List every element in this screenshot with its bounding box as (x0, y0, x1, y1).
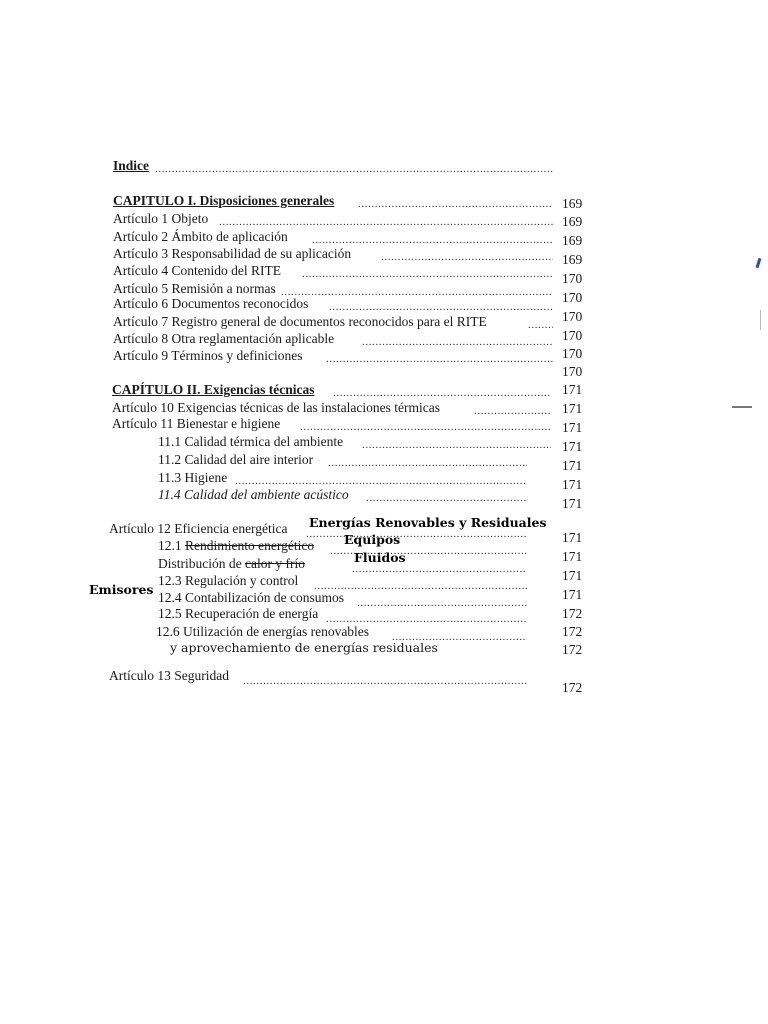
leader-dots (328, 457, 527, 469)
toc-subentry: 12.6 Utilización de energías renovables (156, 624, 370, 639)
leader-dots (326, 353, 553, 365)
toc-page: 170 (562, 346, 583, 361)
toc-page: 171 (562, 477, 583, 492)
leader-dots (362, 336, 553, 348)
toc-entry: Artículo 1 Objeto (113, 211, 209, 226)
leader-dots (528, 319, 553, 331)
toc-page: 171 (562, 496, 583, 511)
chapter-2-title: CAPÍTULO II. Exigencias técnicas (112, 382, 315, 397)
toc-subentry: 11.1 Calidad térmica del ambiente (158, 434, 344, 449)
leader-dots (381, 251, 553, 263)
chapter-1-page: 169 (562, 196, 583, 211)
leader-dots (366, 492, 527, 504)
toc-page: 171 (562, 568, 583, 583)
toc-page: 172 (562, 624, 583, 639)
toc-entry: Artículo 12 Eficiencia energética (109, 521, 288, 536)
toc-page: 172 (562, 606, 583, 621)
toc-page: 171 (562, 587, 583, 602)
toc-page: 170 (562, 290, 583, 305)
scan-mark (756, 258, 762, 268)
leader-dots (362, 439, 551, 451)
strikethrough-text: Rendimiento energético (185, 538, 315, 553)
chapter-1-title: CAPITULO I. Disposiciones generales (113, 193, 335, 208)
leader-dots (235, 475, 527, 487)
toc-page: 171 (562, 458, 583, 473)
toc-subentry: 11.4 Calidad del ambiente acústico (158, 487, 349, 502)
subentry-label: Distribución de (158, 556, 242, 571)
toc-page: 172 (562, 642, 583, 657)
toc-entry: Artículo 5 Remisión a normas (113, 281, 276, 296)
toc-page: 169 (562, 214, 583, 229)
annotation-fluidos: Fluidos (354, 550, 406, 565)
leader-dots (474, 405, 551, 417)
toc-page: 171 (562, 439, 583, 454)
toc-page: 171 (562, 549, 583, 564)
toc-page: 169 (562, 233, 583, 248)
toc-subentry (158, 538, 314, 554)
leader-dots (302, 268, 553, 280)
strikethrough-text: calor y frío (245, 556, 305, 571)
scan-mark (760, 310, 761, 330)
leader-dots (357, 597, 527, 609)
annotation-renovables: Energías Renovables y Residuales (309, 515, 547, 530)
leader-dots (329, 301, 553, 313)
scan-mark (732, 406, 752, 408)
toc-entry: Artículo 7 Registro general de documentos reconocidos para el RITE (113, 314, 487, 329)
toc-page: 171 (562, 420, 583, 435)
leader-dots (312, 234, 553, 246)
annotation-equipos: Equipos (344, 532, 401, 547)
leader-dots (314, 580, 527, 592)
leader-dots (155, 163, 553, 175)
toc-entry: Artículo 4 Contenido del RITE (113, 263, 281, 278)
toc-entry: Artículo 6 Documentos reconocidos (113, 296, 309, 311)
toc-entry: Artículo 10 Exigencias técnicas de las instalaciones térmicas (112, 400, 441, 415)
toc-subentry: 12.4 Contabilización de consumos (158, 590, 344, 605)
annotation-emisores: Emisores (89, 582, 154, 597)
leader-dots (281, 286, 553, 298)
toc-page: 170 (562, 364, 583, 379)
toc-page: 171 (562, 530, 583, 545)
toc-subentry: 11.3 Higiene (158, 470, 228, 485)
toc-page: 171 (562, 382, 583, 397)
toc-page: 170 (562, 271, 583, 286)
toc-entry: Artículo 13 Seguridad (109, 668, 229, 683)
toc-entry: Artículo 3 Responsabilidad de su aplicación (113, 246, 352, 261)
toc-page: 172 (562, 680, 583, 695)
index-title: Indice (113, 158, 150, 173)
toc-subentry: 12.5 Recuperación de energía (158, 606, 319, 621)
chapter-2-page: 171 (562, 401, 583, 416)
toc-page: 169 (562, 252, 583, 267)
toc-subentry: 11.2 Calidad del aire interior (158, 452, 314, 467)
toc-subentry: 12.3 Regulación y control (158, 573, 299, 588)
leader-dots (300, 421, 551, 433)
toc-entry: Artículo 2 Ámbito de aplicación (113, 229, 288, 244)
toc-entry: Artículo 8 Otra reglamentación aplicable (113, 331, 335, 346)
toc-page: 170 (562, 309, 583, 324)
leader-dots (333, 387, 551, 399)
toc-subentry (158, 556, 305, 572)
leader-dots (219, 216, 553, 228)
subentry-number: 12.1 (158, 538, 182, 553)
toc-entry: Artículo 9 Términos y definiciones (113, 348, 303, 363)
toc-subentry-continuation: y aprovechamiento de energías residuales (170, 640, 438, 655)
leader-dots (358, 198, 553, 210)
toc-entry: Artículo 11 Bienestar e higiene (112, 416, 281, 431)
leader-dots (243, 675, 527, 687)
toc-page: 170 (562, 328, 583, 343)
